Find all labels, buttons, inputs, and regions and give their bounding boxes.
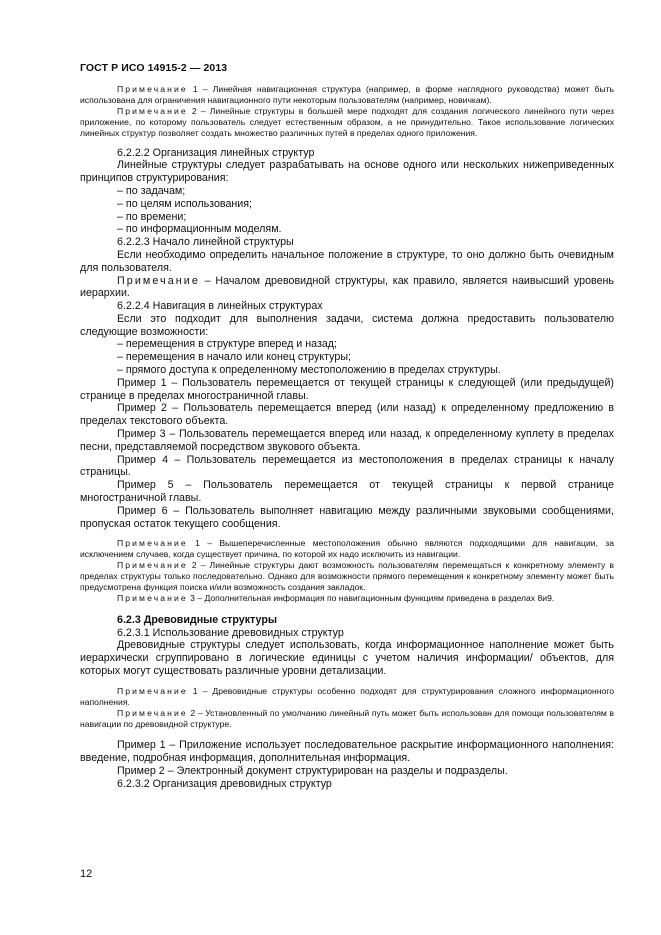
paragraph: Пример 2 – Электронный документ структурирован на разделы и подразделы.	[117, 765, 508, 778]
note-text: 1 – Древовидные структуры особенно подходят для структурирования сложного информационного наполнения.	[80, 685, 614, 707]
paragraph: Линейные структуры следует разрабатывать на основе одного или нескольких нижеприведенных принципов структурирования:	[80, 159, 614, 185]
paragraph: Пример 2 – Пользователь перемещается вперед (или назад) к определенному предложению в пределах текстового объекта.	[80, 402, 614, 428]
note-label: Примечание	[117, 592, 188, 603]
note-label: Примечание	[117, 274, 200, 287]
document-header: ГОСТ Р ИСО 14915-2 — 2013	[80, 62, 228, 74]
paragraph: Пример 1 – Приложение использует последовательное раскрытие информационного наполнения: введение, подробная информация, дополнительная информация.	[80, 739, 614, 765]
paragraph: – перемещения в начало или конец структуры;	[117, 351, 351, 364]
paragraph: – по времени;	[117, 210, 187, 223]
paragraph: Пример 5 – Пользователь перемещается от текущей страницы к первой странице многостраничной главы.	[80, 479, 614, 505]
note-paragraph	[80, 84, 614, 106]
paragraph: Пример 4 – Пользователь перемещается из местоположения в пределах страницы к началу страницы.	[80, 453, 614, 479]
note-text: 1 – Вышеперечисленные местоположения обычно являются подходящими для навигации, за исключением случаев, когда существует причина, по которой их надо исключить из навигации.	[80, 538, 614, 560]
paragraph: – перемещения в структуре вперед и назад;	[117, 338, 337, 351]
note-text: 1 – Линейная навигационная структура (например, в форме наглядного руководства) может быть использована для ограничения навигационного пути некоторым пользователям (например, новичкам).	[80, 84, 614, 105]
section-heading: 6.2.2.3 Начало линейной структуры	[117, 236, 294, 249]
note-label: Примечание	[117, 560, 188, 571]
paragraph: Древовидные структуры следует использовать, когда информационное наполнение может быть иерархически сгруппировано в логические единицы с учетом наличия информации/ объектов, для которых могут существовать различные уровни детализации.	[80, 639, 614, 678]
spacer	[80, 604, 614, 614]
note-paragraph	[80, 686, 614, 708]
note-label: Примечание	[117, 707, 188, 718]
section-heading: 6.2.2.4 Навигация в линейных структурах	[117, 300, 323, 313]
note-text: 2 – Линейные структуры дают возможность пользователям перемещаться к конкретному элементу в пределах структуры только последовательно. Однако для возможности прямого перемещения к конкретному элементу может быть предусмотрена функция поиска и/или возможность создания закладок.	[80, 560, 614, 593]
spacer	[80, 530, 614, 538]
note-text: 2 – Линейные структуры в большей мере подходят для создания логического линейного пути через приложение, по которому пользователь следует естественным образом, а не принудительно. Такое использование логических линейных структур позволяет создать множество различных путей в пределах одного приложения.	[80, 105, 614, 138]
paragraph: – прямого доступа к определенному местоположению в пределах структуры.	[117, 364, 501, 377]
note-text: 2 – Установленный по умолчанию линейный путь может быть использован для помощи пользователям в навигации по древовидной структуре.	[80, 707, 614, 729]
note-paragraph	[80, 538, 614, 560]
spacer	[80, 729, 614, 739]
section-heading: 6.2.3 Древовидные структуры	[117, 613, 278, 626]
paragraph: Если необходимо определить начальное положение в структуре, то оно должно быть очевидным для пользователя.	[80, 248, 614, 274]
note-paragraph	[80, 106, 614, 139]
paragraph: Пример 6 – Пользователь выполняет навигацию между различными звуковыми сообщениями, пропуская остаток текущего сообщения.	[80, 504, 614, 530]
paragraph: – по информационным моделям.	[117, 223, 282, 236]
note-label: Примечание	[117, 105, 188, 116]
document-body	[80, 84, 614, 791]
note-text: – Началом древовидной структуры, как правило, является наивысший уровень иерархии.	[80, 274, 614, 300]
paragraph: Пример 3 – Пользователь перемещается вперед или назад, к определенному куплету в пределах песни, представляемой посредством звукового объекта.	[80, 428, 614, 453]
note-label: Примечание	[117, 685, 188, 696]
paragraph: Если это подходит для выполнения задачи, система должна предоставить пользователю следующие возможности:	[80, 312, 614, 338]
note-label: Примечание	[117, 84, 188, 94]
note-text: 3 – Дополнительная информация по навигационным функциям приведена в разделах 8и9.	[187, 592, 555, 603]
note-paragraph	[80, 708, 614, 730]
paragraph: – по задачам;	[117, 184, 186, 197]
note-paragraph	[80, 275, 614, 301]
page-number: 12	[80, 868, 93, 880]
section-heading: 6.2.3.2 Организация древовидных структур	[117, 777, 332, 790]
spacer	[80, 139, 614, 147]
section-heading: 6.2.2.2 Организация линейных структур	[117, 146, 315, 159]
note-label: Примечание	[117, 538, 188, 549]
paragraph: Пример 1 – Пользователь перемещается от текущей страницы к следующей (или предыдущей) странице в пределах многостраничной главы.	[80, 376, 614, 402]
note-paragraph	[80, 560, 614, 593]
paragraph: – по целям использования;	[117, 197, 253, 210]
section-heading: 6.2.3.1 Использование древовидных структур	[117, 626, 344, 639]
note-paragraph	[80, 593, 614, 604]
spacer	[80, 678, 614, 686]
